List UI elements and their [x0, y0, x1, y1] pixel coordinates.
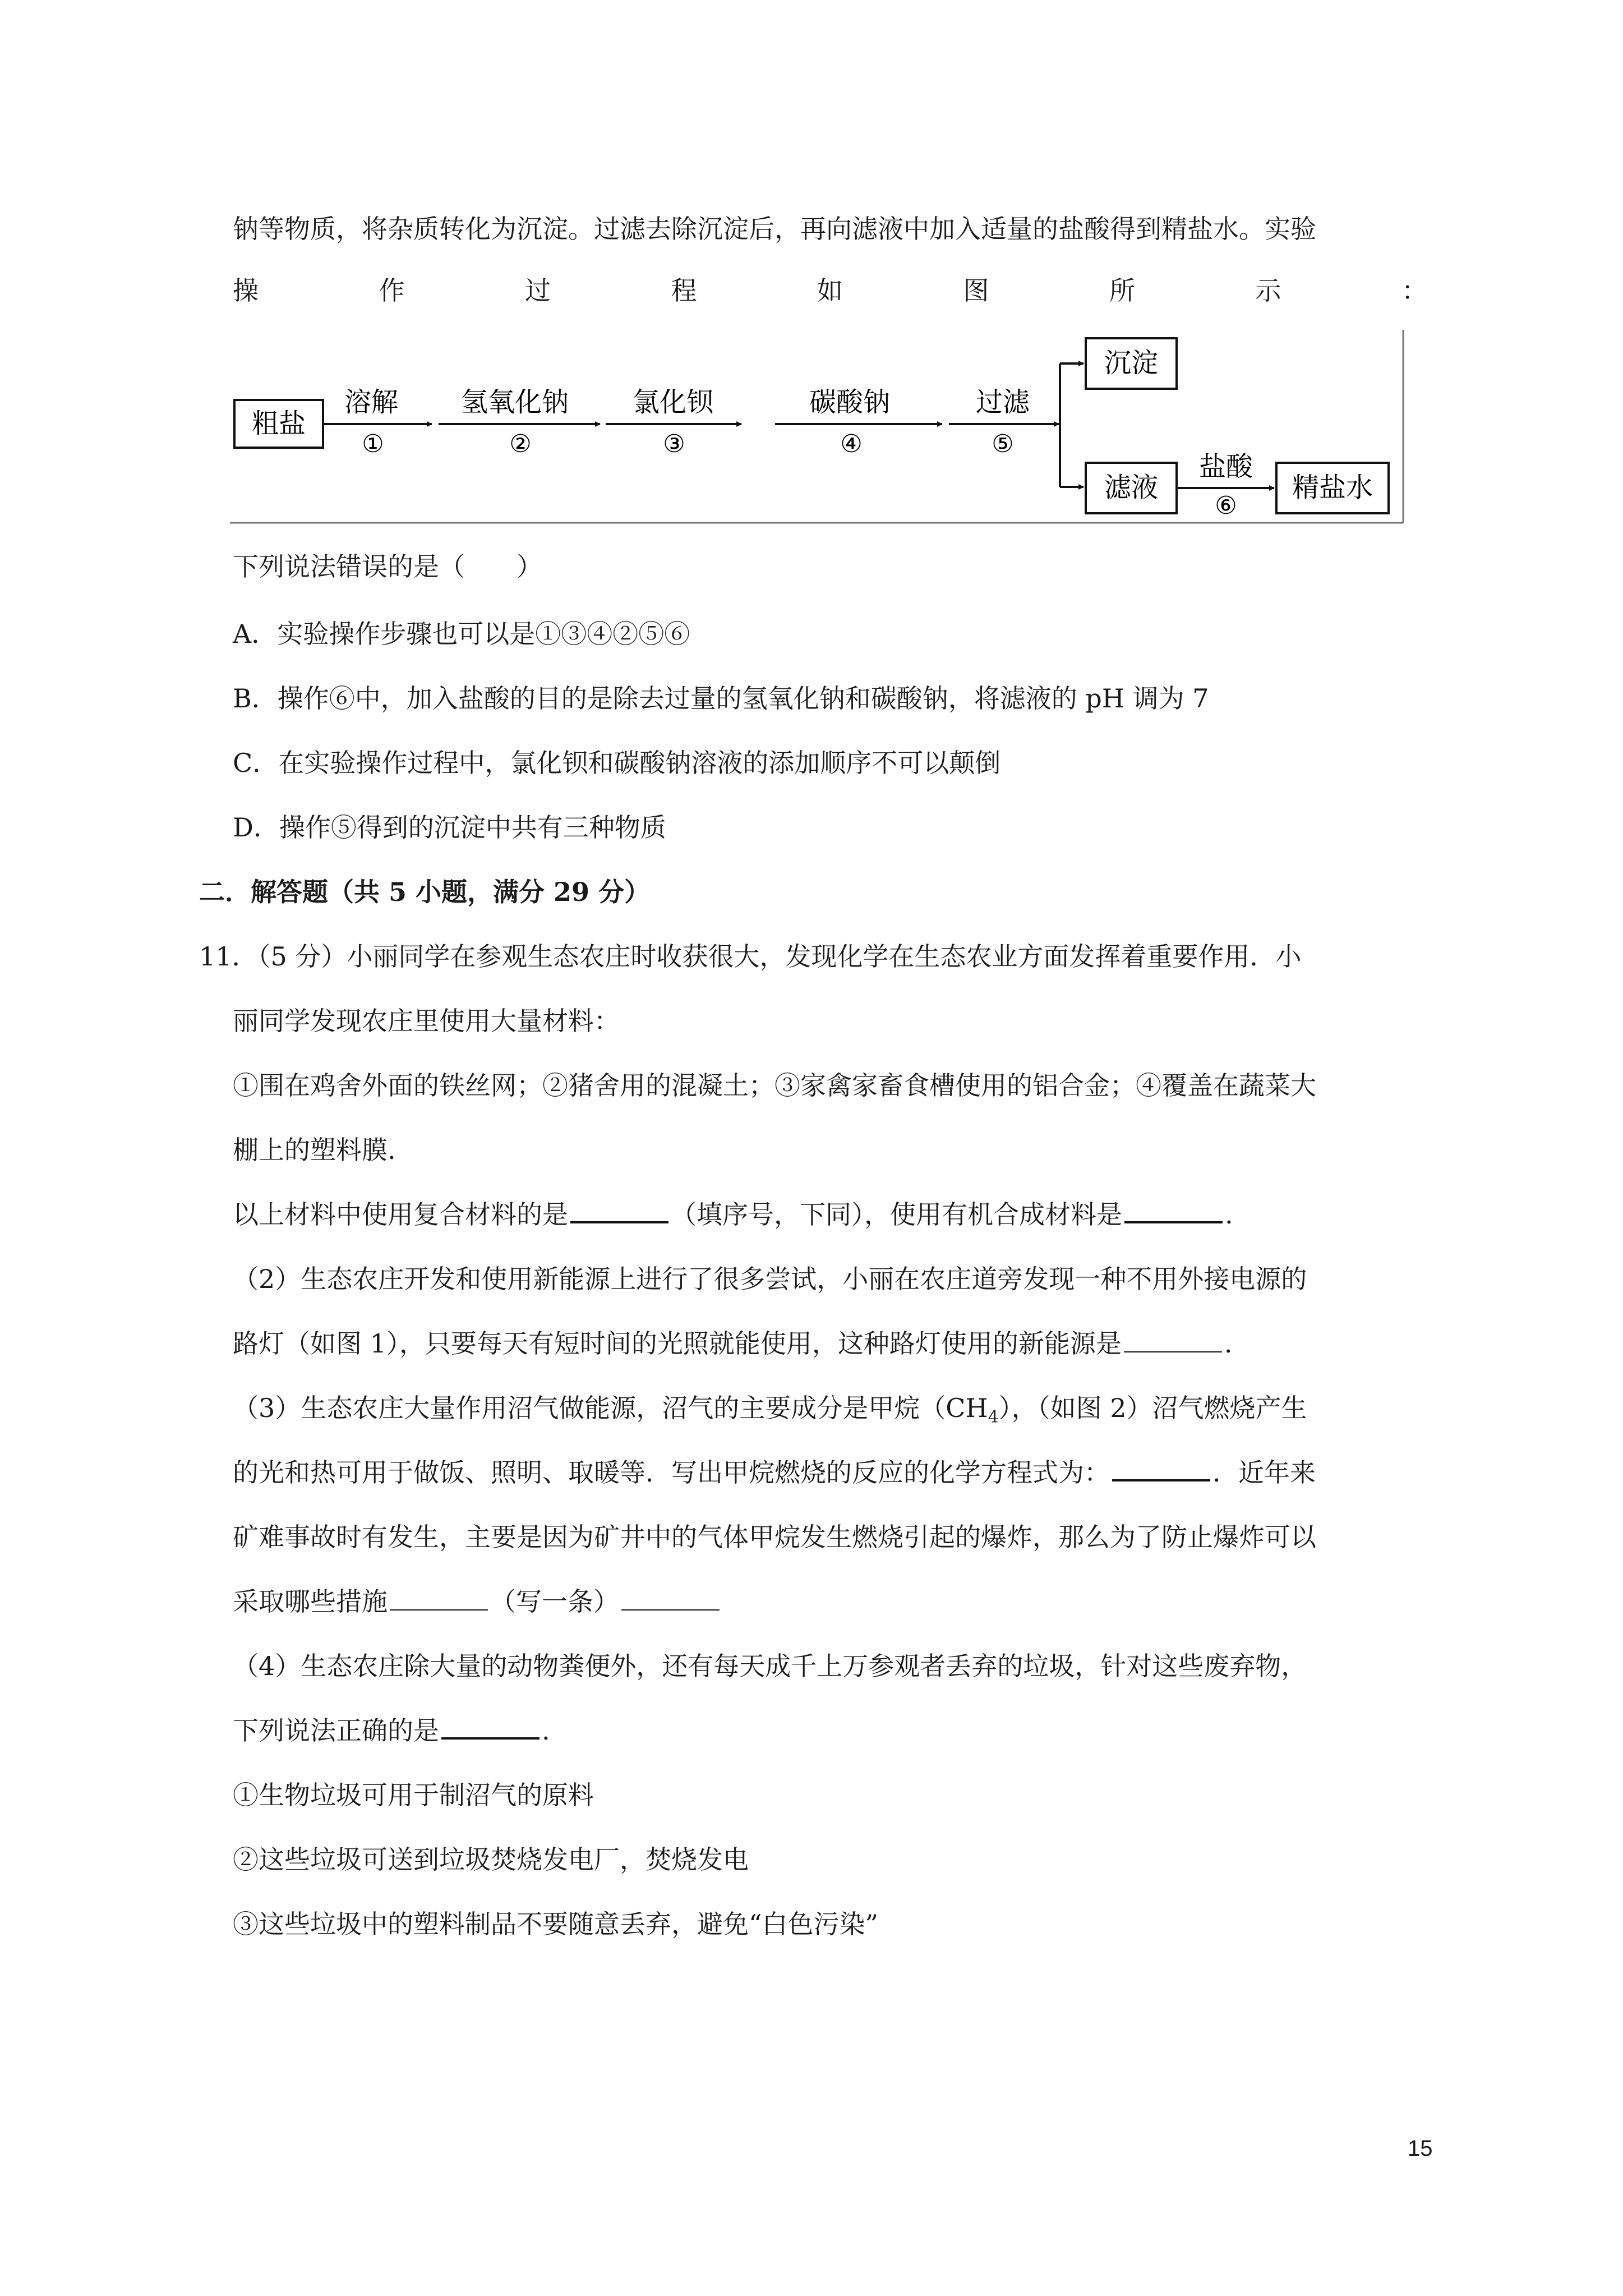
- page-number: 15: [1408, 2136, 1433, 2161]
- spread-char: 图: [963, 275, 989, 306]
- text: （写一条）: [490, 1586, 619, 1617]
- spread-char: 作: [379, 275, 405, 306]
- product-label: 精盐水: [1292, 472, 1373, 503]
- q11-line: [233, 1714, 550, 1747]
- text: （填序号，下同），使用有机合成材料是: [671, 1199, 1122, 1230]
- step-label: 溶解: [344, 386, 399, 418]
- spread-char: 示: [1255, 275, 1281, 306]
- spread-char: 如: [817, 275, 843, 306]
- step-num: ⑥: [1215, 491, 1237, 520]
- step-num: ⑤: [992, 430, 1014, 458]
- option-d: D．操作⑤得到的沉淀中共有三种物质: [233, 812, 666, 843]
- step-label: 氯化钡: [632, 386, 714, 418]
- answer-blank[interactable]: [1124, 1328, 1222, 1352]
- text: 的光和热可用于做饭、照明、取暖等．写出甲烷燃烧的反应的化学方程式为：: [233, 1457, 1110, 1488]
- q11-line: 11．（5 分）小丽同学在参观生态农庄时收获很大，发现化学在生态农业方面发挥着重要作用．小: [199, 941, 1302, 972]
- q11-line: （2）生态农庄开发和使用新能源上进行了很多尝试，小丽在农庄道旁发现一种不用外接电源的: [233, 1264, 1307, 1294]
- step-label: 盐酸: [1198, 451, 1253, 482]
- question-stem: 下列说法错误的是（ ）: [233, 551, 542, 582]
- crude-salt-label: 粗盐: [251, 408, 306, 439]
- intro-line: 钠等物质，将杂质转化为沉淀。过滤去除沉淀后，再向滤液中加入适量的盐酸得到精盐水。实验: [233, 214, 1316, 244]
- q11-line: [233, 1198, 1233, 1231]
- subscript: 4: [988, 1407, 999, 1428]
- text: ），（如图 2）沼气燃烧产生: [998, 1393, 1307, 1423]
- spread-char: 所: [1109, 275, 1135, 306]
- answer-blank[interactable]: [1124, 1198, 1223, 1223]
- q11-line: （4）生态农庄除大量的动物粪便外，还有每天成千上万参观者丢弃的垃圾，针对这些废弃物，: [233, 1651, 1307, 1681]
- answer-blank[interactable]: [1112, 1456, 1210, 1481]
- step-num: ③: [663, 430, 685, 458]
- option-b: B．操作⑥中，加入盐酸的目的是除去过量的氢氧化钠和碳酸钠，将滤液的 pH 调为 7: [233, 683, 1209, 714]
- process-flow-diagram: [230, 330, 1408, 529]
- filtrate-label: 滤液: [1104, 472, 1159, 503]
- spread-char: 程: [671, 275, 697, 306]
- text: ．近年来: [1212, 1457, 1316, 1488]
- option-c: C．在实验操作过程中，氯化钡和碳酸钠溶液的添加顺序不可以颠倒: [233, 748, 1001, 778]
- q11-line: [233, 1391, 1307, 1434]
- step-label: 氢氧化钠: [460, 386, 569, 418]
- step-num: ①: [362, 430, 384, 458]
- text: 以上材料中使用复合材料的是: [233, 1199, 568, 1230]
- q11-line: ①围在鸡舍外面的铁丝网；②猪舍用的混凝土；③家禽家畜食槽使用的铝合金；④覆盖在蔬菜大: [233, 1070, 1316, 1101]
- q11-option: ①生物垃圾可用于制沼气的原料: [233, 1780, 594, 1810]
- spread-char: 操: [233, 275, 259, 306]
- step-num: ④: [840, 430, 863, 458]
- text: （3）生态农庄大量作用沼气做能源，沼气的主要成分是甲烷（CH: [233, 1393, 988, 1423]
- option-a: A．实验操作步骤也可以是①③④②⑤⑥: [233, 619, 690, 649]
- precipitate-label: 沉淀: [1104, 347, 1159, 379]
- step-label: 碳酸钠: [809, 386, 891, 418]
- text: .: [1225, 1199, 1233, 1230]
- answer-blank[interactable]: [441, 1714, 540, 1740]
- q11-option: ②这些垃圾可送到垃圾焚烧发电厂，焚烧发电: [233, 1844, 749, 1875]
- q11-line: 矿难事故时有发生，主要是因为矿井中的气体甲烷发生燃烧引起的爆炸，那么为了防止爆炸可以: [233, 1522, 1316, 1552]
- q11-line: [233, 1585, 722, 1618]
- q11-line: [233, 1327, 1233, 1360]
- text: 路灯（如图 1），只要每天有短时间的光照就能使用，这种路灯使用的新能源是: [233, 1328, 1122, 1359]
- intro-spread-line: [233, 274, 1427, 307]
- section-heading: 二．解答题（共 5 小题，满分 29 分）: [199, 877, 651, 907]
- q11-line: 棚上的塑料膜.: [233, 1135, 396, 1165]
- text: 采取哪些措施: [233, 1586, 388, 1617]
- step-label: 过滤: [975, 386, 1030, 418]
- answer-blank[interactable]: [621, 1586, 720, 1611]
- spread-char: 过: [525, 275, 551, 306]
- text: .: [542, 1715, 550, 1746]
- q11-line: [233, 1456, 1316, 1489]
- text: .: [1224, 1328, 1233, 1359]
- text: 下列说法正确的是: [233, 1715, 439, 1746]
- answer-blank[interactable]: [390, 1586, 488, 1611]
- step-num: ②: [509, 430, 532, 458]
- q11-line: 丽同学发现农庄里使用大量材料：: [233, 1006, 620, 1036]
- q11-option: ③这些垃圾中的塑料制品不要随意丢弃，避免“白色污染”: [233, 1909, 879, 1939]
- spread-char: ：: [1401, 275, 1427, 306]
- answer-blank[interactable]: [570, 1198, 668, 1223]
